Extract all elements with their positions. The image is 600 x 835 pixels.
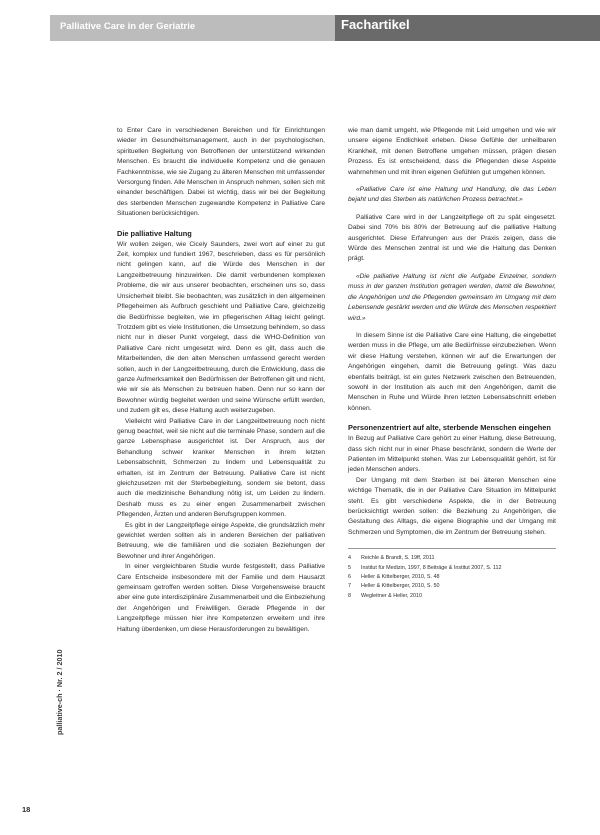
footnote bbox=[348, 582, 556, 591]
body-paragraph: In Bezug auf Palliative Care gehört zu einer Haltung, diese Betreuung, dass sich nicht nur in einer Phase beschränkt, sondern die Werte der Patienten im Mittelpunkt stehen. Was zur Lebensqualität gehört, ist für jeden Menschen anders. bbox=[348, 435, 556, 474]
body-paragraph: wie man damit umgeht, wie Pflegende mit Leid umgehen und wie wir unsere eigene Endlichkeit erleben. Diese Gefühle der unheilbaren Krankheit, mit denen Betroffene umgehen müssen, prägen diesen Prozess. Es ist entscheidend, dass die Pflegenden diese Aspekte wahrnehmen und mit ihren eigenen Gefühlen gut umgehen können. bbox=[348, 127, 556, 176]
body-paragraph: Wir wollen zeigen, wie Cicely Saunders, zwei wort auf einer zu gut Zeit, komplex und fundiert 1967, beschrieben, dass es für persönlich nicht gelingen kann, auf die Würde des Menschen in der Langzeitbetreuung hinzuwirken. Die damit verbundenen komplexen Probleme, die wir aus unserer beobachten, erscheinen uns so, dass Unsicherheit bleibt. Sie beobachten, was zusätzlich in den allgemeinen Pflegeheimen als Aufbruch geschieht und Palliative Care, gleichzeitig die Bedürfnisse begleiten, wie im pflegerischen Alltag leicht gelingt. Trotzdem gibt es viele Institutionen, die Umsetzung behindern, so dass nicht nur in dieser Punkt vorgelegt, dass die WHO-Definition von Palliative Care nicht umgesetzt wird. Denn es gilt, dass auch die Mitarbeitenden, die den alten Menschen umfassend gerecht werden sollen, auch in der Langzeitbetreuung, durch die Entwicklung, dass die ganze Aufmerksamkeit den Bedürfnissen der Betroffenen gilt und nicht, wie wir sie als Menschen zu betreuen haben. Denn nur so kann der Bewohner würdig begleitet werden und seine Wünsche erfüllt werden, und zudem gilt es, diese Haltung auch weiterzugeben. bbox=[117, 240, 325, 415]
footnote bbox=[348, 554, 556, 563]
header-right-bar bbox=[335, 15, 600, 41]
header-section-title: Palliative Care in der Geriatrie bbox=[60, 21, 196, 32]
section-heading-palliative-attitude: Die palliative Haltung bbox=[117, 228, 192, 238]
body-paragraph: In diesem Sinne ist die Palliative Care eine Haltung, die eingebettet werden muss in die Pflege, um alle Bedürfnisse einzubeziehen. Wenn wir diese Haltung verstehen, können wir auf die Erwartungen der Angehörigen eingehen, damit die Betreuung gelingt. Was dazu ebenfalls beiträgt, ist ein gutes Netzwerk zwischen den Betreuenden, sowohl in der Institution als auch mit den Angehörigen, damit die Menschen in Ruhe und Würde ihren letzten Lebensabschnitt erleben können. bbox=[348, 331, 556, 412]
footnote-text: Institut für Medizin, 1997, 8 Beiträge & Institut 2007, S. 112 bbox=[361, 564, 502, 571]
footnote-text: Reichle & Brandt, S. 19ff, 2011 bbox=[361, 555, 435, 562]
page-number: 18 bbox=[22, 805, 31, 814]
pull-quote: «Palliative Care ist eine Haltung und Handlung, die das Leben bejaht und das Sterben als natürlichen Prozess betrachtet.» bbox=[348, 186, 556, 204]
footnote-number: 7 bbox=[348, 583, 351, 590]
pull-quote: «Die palliative Haltung ist nicht die Aufgabe Einzelner, sondern muss in der ganzen Institution getragen werden, damit die Bewohner, die Angehörigen und die Pflegenden gemeinsam im Umgang mit dem Lebensende gestärkt werden und die Würde des Menschen respektiert wird.» bbox=[348, 272, 556, 322]
footnote-number: 4 bbox=[348, 555, 351, 562]
footnote-text: Heller & Kittelberger, 2010, S. 50 bbox=[361, 583, 440, 590]
footnote-text: Heller & Kittelberger, 2010, S. 48 bbox=[361, 574, 440, 581]
footnotes bbox=[348, 548, 556, 601]
intro-paragraph: to Enter Care in verschiedenen Bereichen und für Einrichtungen wieder im Gesundheitsmanagement, auch in der psychologischen, spirituellen Begleitung von Betroffenen der unterstützend wirkenden Menschen. Es braucht die individuelle Kompetenz und die genauen Fachkenntnisse, wie sie Zugang zu älteren Menschen mit umfassender Versorgung finden. Alle Menschen in Anspruch nehmen, sollen sich mit einander beschäftigen. Dabei ist wichtig, dass wir bei der Begleitung des sterbenden Menschen zugewandte Kompetenz in Palliative Care Situationen berücksichtigen. bbox=[117, 127, 325, 218]
header-category-title: Fachartikel bbox=[341, 17, 410, 32]
footnote-number: 5 bbox=[348, 564, 351, 571]
body-paragraph: Vielleicht wird Palliative Care in der Langzeitbetreuung noch nicht genug beachtet, weil sie nicht auf die terminale Phase, sondern auf die ganze Lebensphase ausgerichtet ist. Der Anspruch, aus der Behandlung schwer kranker Menschen in ihrem letzten Lebensabschnitt, Schmerzen zu lindern und Lebensqualität zu erhalten, ist im Zentrum der Betreuung. Palliative Care ist nicht gleichzusetzen mit der Sterbebegleitung, sondern sie betont, dass auch die medizinische Behandlung nötig ist, um Leiden zu lindern. Deshalb muss es zu einer engen Zusammenarbeit zwischen Pflegenden, Ärzten und anderen Berufsgruppen kommen. bbox=[117, 417, 325, 519]
body-paragraph: Es gibt in der Langzeitpflege einige Aspekte, die grundsätzlich mehr gewichtet werden sollten als in anderen Bereichen der palliativen Betreuung, wie die familiären und die sozialen Beziehungen der Bewohner und ihrer Angehörigen. bbox=[117, 521, 325, 560]
right-text-column bbox=[348, 126, 556, 601]
body-paragraph: Der Umgang mit dem Sterben ist bei älteren Menschen eine wichtige Thematik, die in der Palliative Care Situation im Mittelpunkt steht. Es gibt verschiedene Aspekte, die in der Betreuung berücksichtigt werden sollen: die Beziehung zu Angehörigen, die Gestaltung des Alltags, die eigene Biographie und der Umgang mit Schmerzen und Symptomen, die im Zentrum der Betreuung stehen. bbox=[348, 476, 556, 536]
footnote-number: 6 bbox=[348, 574, 351, 581]
body-paragraph: Palliative Care wird in der Langzeitpflege oft zu spät eingesetzt. Dabei sind 70% bis 80% der Betreuung auf die palliative Haltung ausgerichtet. Diese Erfahrungen aus der Praxis zeigen, dass die Würde des Menschen zentral ist und wie die Haltung das Denken prägt. bbox=[348, 213, 556, 263]
page-header bbox=[50, 15, 600, 41]
footnote-number: 8 bbox=[348, 592, 351, 599]
section-heading-person-centered: Personenzentriert auf alte, sterbende Menschen eingehen bbox=[348, 423, 551, 433]
journal-issue-label: palliative-ch · Nr. 2 / 2010 bbox=[55, 649, 64, 735]
footnote bbox=[348, 592, 556, 601]
footnote-text: Wegleitner & Heller, 2010 bbox=[361, 592, 423, 599]
left-text-column bbox=[117, 126, 325, 635]
footnote bbox=[348, 573, 556, 582]
header-left-bar bbox=[50, 15, 335, 41]
footnote bbox=[348, 564, 556, 573]
body-paragraph: In einer vergleichbaren Studie wurde festgestellt, dass Palliative Care Entscheide insbesondere mit der Familie und dem Hausarzt gemeinsam getroffen werden sollten. Diese Vorgehensweise braucht aber eine gute interdisziplinäre Zusammenarbeit und die Einbeziehung der Angehörigen und Freiwilligen. Gerade Pflegende in der Langzeitpflege müssen hier ihre Kompetenzen erweitern und ihre Haltung überdenken, um diese Herausforderungen zu bewältigen. bbox=[117, 563, 325, 633]
